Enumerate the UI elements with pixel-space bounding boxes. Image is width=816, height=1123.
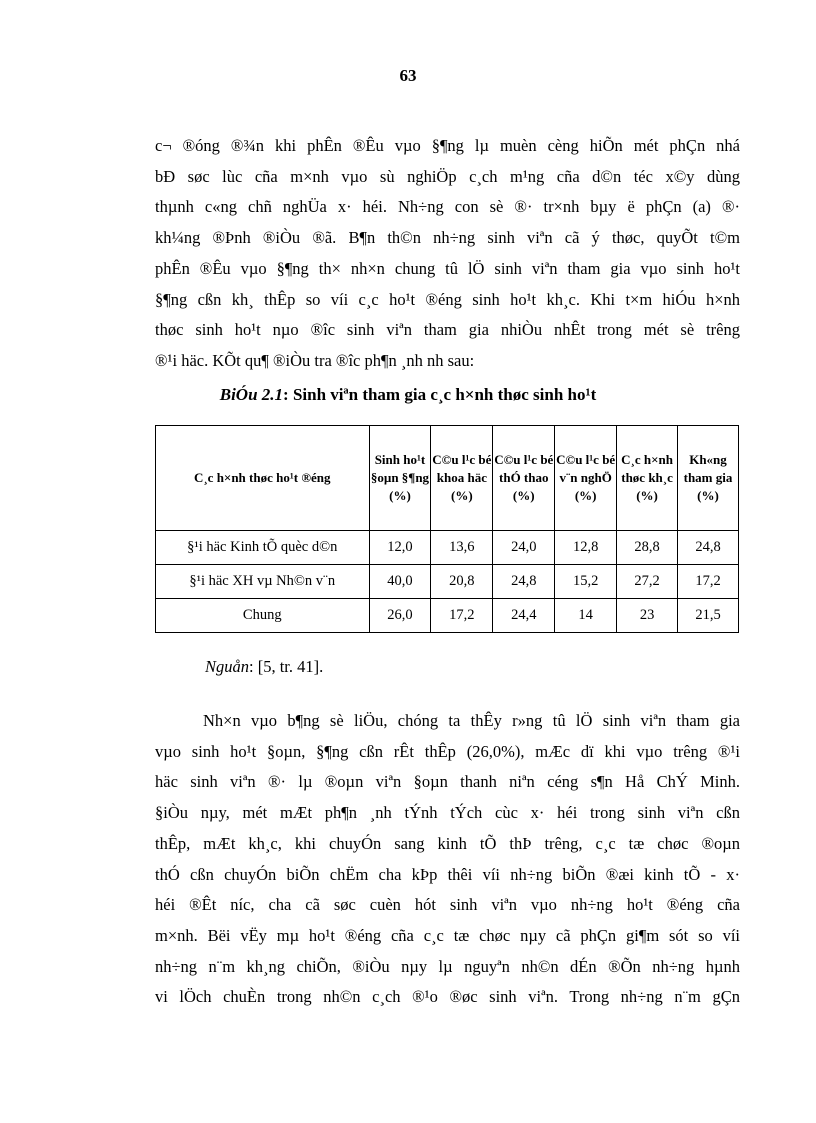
text-line: bÐ søc lùc cña m×nh vµo sù nghiÖp c¸ch m¹ng cña d©n téc x©y dùng [155,166,740,186]
table-cell: 15,2 [555,565,617,599]
text-line: §iÒu nµy, mét mÆt ph¶n ¸nh tÝnh tÝch cùc x· héi trong sinh viªn cßn [155,803,740,823]
header-other: C¸c h×nh thøc kh¸c (%) [617,426,678,531]
table-caption [0,385,816,405]
text-line: thÊp, mÆt kh¸c, khi chuyÓn sang kinh tÕ thÞ trêng, c¸c tæ chøc ®oµn [155,833,740,853]
caption-colon: : [283,385,289,404]
table-cell: 17,2 [678,565,739,599]
table-cell: 12,0 [369,531,431,565]
table-cell: 24,0 [493,531,555,565]
text-line: thÓ cßn chuyÓn biÕn chËm cha kÞp thêi víi nh÷ng biÕn ®æi kinh tÕ - x· [155,864,740,884]
source-note [205,657,323,677]
header-activity: C¸c h×nh thøc ho¹t ®éng [156,426,370,531]
caption-label: BiÓu 2.1 [219,385,284,404]
table-cell: 14 [555,599,617,633]
table-cell: 17,2 [431,599,493,633]
table-cell: 24,4 [493,599,555,633]
text-line: Nh×n vµo b¶ng sè liÖu, chóng ta thÊy r»ng tû lÖ sinh viªn tham gia [203,711,740,730]
header-sports-club: C©u l¹c bé thÓ thao (%) [493,426,555,531]
text-line: thøc sinh ho¹t nµo ®îc sinh viªn tham gia nhiÒu nhÊt trong mét sè trêng [155,320,740,340]
table-row [156,599,739,633]
caption-title: Sinh viªn tham gia c¸c h×nh thøc sinh ho¹t [288,385,597,404]
table-cell: 13,6 [431,531,493,565]
table-header-row [156,426,739,531]
table-cell: 12,8 [555,531,617,565]
table-row [156,531,739,565]
header-party-union: Sinh ho¹t §oµn §¶ng (%) [369,426,431,531]
text-line: §¶ng cßn kh¸ thÊp so víi c¸c ho¹t ®éng sinh ho¹t kh¸c. Khi t×m hiÓu h×nh [155,289,740,309]
paragraph-intro [155,131,740,377]
header-science-club: C©u l¹c bé khoa häc (%) [431,426,493,531]
table-cell: 26,0 [369,599,431,633]
table-cell: 24,8 [678,531,739,565]
row-label: Chung [156,599,370,633]
text-line: m×nh. Bëi vËy mµ ho¹t ®éng cña c¸c tæ chøc nµy cã phÇn gi¶m sót so víi [155,925,740,945]
table-cell: 21,5 [678,599,739,633]
text-line: thµnh c«ng chñ nghÜa x· héi. Nh÷ng con sè ®· tr×nh bµy ë phÇn (a) ®· [155,197,740,217]
row-label: §¹i häc XH vµ Nh©n v¨n [156,565,370,599]
header-arts-club: C©u l¹c bé v¨n nghÖ (%) [555,426,617,531]
page-number: 63 [399,66,417,85]
source-text: : [5, tr. 41]. [249,657,324,676]
text-line: häc sinh viªn ®· lµ ®oµn viªn §oµn thanh niªn céng s¶n Hå ChÝ Minh. [155,772,740,792]
table-cell: 27,2 [617,565,678,599]
text-line: ®¹i häc. KÕt qu¶ ®iÒu tra ®îc ph¶n ¸nh nh sau: [155,350,475,370]
header-none: Kh«ng tham gia (%) [678,426,739,531]
text-line: kh¼ng ®Þnh ®iÒu ®ã. B¶n th©n nh÷ng sinh viªn cã ý thøc, quyÕt t©m [155,228,740,248]
table-cell: 28,8 [617,531,678,565]
text-line: c¬ ®óng ®¾n khi phÊn ®Êu vµo §¶ng lµ muèn cèng hiÕn mét phÇn nhá [155,136,740,155]
text-line: vi lÖch chuÈn trong nh©n c¸ch ®¹o ®øc sinh viªn. Trong nh÷ng n¨m gÇn [155,987,740,1007]
source-label: Nguån [205,657,250,676]
table-cell: 23 [617,599,678,633]
table-cell: 24,8 [493,565,555,599]
text-line: vµo sinh ho¹t §oµn, §¶ng cßn rÊt thÊp (26,0%), mÆc dï khi vµo trêng ®¹i [155,741,740,761]
text-line: nh÷ng n¨m kh¸ng chiÕn, ®iÒu nµy lµ nguyªn nh©n dÉn ®Õn nh÷ng hµnh [155,956,740,976]
table-cell: 40,0 [369,565,431,599]
paragraph-analysis [155,706,740,1013]
table-cell: 20,8 [431,565,493,599]
row-label: §¹i häc Kinh tÕ quèc d©n [156,531,370,565]
text-line: phÊn ®Êu vµo §¶ng th× nh×n chung tû lÖ sinh viªn tham gia vµo sinh ho¹t [155,258,740,278]
data-table [155,425,739,633]
table-row [156,565,739,599]
text-line: héi ®Êt níc, cha cã søc cuèn hót sinh viªn vµo nh÷ng ho¹t ®éng cña [155,895,740,915]
